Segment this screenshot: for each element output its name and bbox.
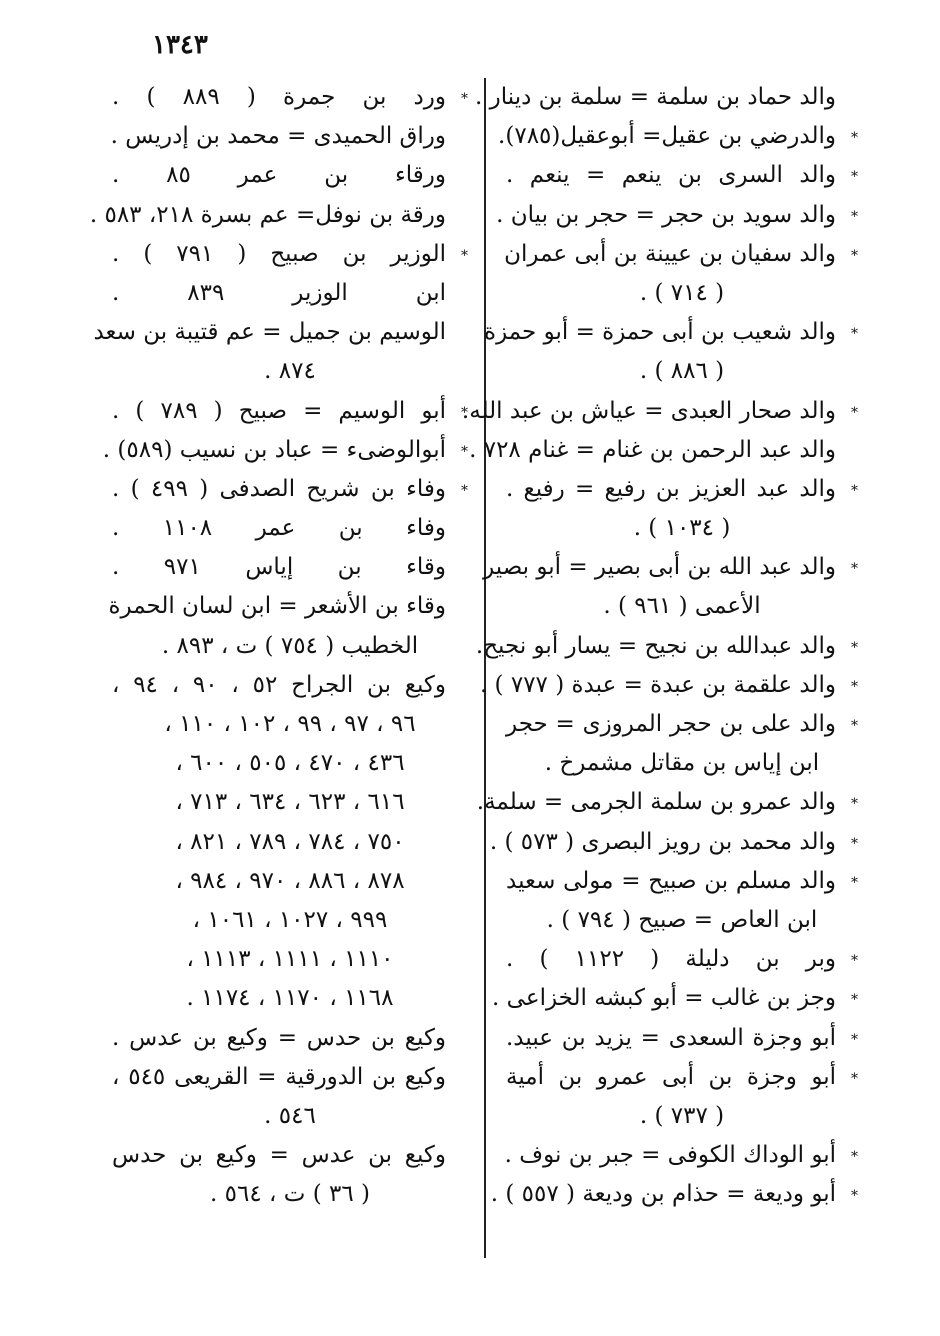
index-entry-continuation: الخطيب ( ٧٥٤ ) ت ، ٨٩٣ . — [161, 632, 419, 659]
index-entry: * والد علقمة بن عبدة = عبدة ( ٧٧٧ ) . — [506, 666, 858, 705]
index-entry: * والد السرى بن ينعم = ينعم . — [506, 156, 858, 195]
index-entry-line: ابن الوزير ٨٣٩ . — [112, 279, 446, 306]
index-entry: * والد سفيان بن عيينة بن أبى عمران — [506, 235, 858, 274]
index-entry-continuation: ٩٩٩ ، ١٠٢٧ ، ١٠٦١ ، — [192, 906, 388, 933]
index-entry-continuation: ( ٧٣٧ ) . — [639, 1102, 725, 1129]
index-entry-line: والد حماد بن سلمة = سلمة بن دينار . — [475, 84, 836, 110]
index-entry-line: ورقة بن نوفل= عم بسرة ٢١٨، ٥٨٣ . — [89, 201, 446, 228]
index-entry: * أبو الوسيم = صبيح ( ٧٨٩ ) . — [112, 392, 468, 431]
index-entry-continuation: ابن العاص = صبيح ( ٧٩٤ ) . — [546, 906, 818, 933]
index-entry-line: وكيع بن الجراح ٥٢ ، ٩٠ ، ٩٤ ، — [112, 671, 446, 698]
index-entry: * والدرضي بن عقيل= أبوعقيل(٧٨٥). — [506, 117, 858, 156]
index-entry: * أبوالوضىء = عباد بن نسيب (٥٨٩) . — [112, 431, 468, 470]
index-entry: * أبو وجزة السعدى = يزيد بن عبيد. — [506, 1019, 858, 1058]
index-entry-line: وكيع بن عدس = وكيع بن حدس — [112, 1142, 446, 1169]
index-entry-continuation: ٩٦ ، ٩٧ ، ٩٩ ، ١٠٢ ، ١١٠ ، — [164, 711, 416, 737]
index-entry-continuation: ٥٤٦ . — [264, 1102, 316, 1129]
index-entry: * وبر بن دليلة ( ١١٢٢ ) . — [506, 940, 858, 979]
index-entry: * والد عبدالله بن نجيح = يسار أبو نجيح. — [506, 627, 858, 666]
index-column-right — [461, 78, 858, 1214]
index-entry-line: الوسيم بن جميل = عم قتيبة بن سعد — [93, 319, 446, 346]
index-entry: * الوزير بن صبيح ( ٧٩١ ) . — [112, 235, 468, 274]
page-number: ١٣٤٣ — [152, 30, 208, 60]
index-entry-continuation: الأعمى ( ٩٦١ ) . — [603, 593, 761, 620]
index-entry: * أبو وجزة بن أبى عمرو بن أمية — [506, 1058, 858, 1097]
index-entry-line: وكيع بن حدس = وكيع بن عدس . — [112, 1024, 446, 1051]
index-entry-line: وفاء بن عمر ١١٠٨ . — [112, 515, 447, 542]
index-entry: * والد عبد العزيز بن رفيع = رفيع . — [506, 470, 858, 509]
index-entry: * أبو وديعة = حذام بن وديعة ( ٥٥٧ ) . — [506, 1175, 858, 1214]
index-entry-continuation: ( ٨٨٦ ) . — [639, 358, 725, 385]
index-entry-line: والد عبد الرحمن بن غنام = غنام ٧٢٨ . — [469, 436, 836, 463]
index-entry-continuation: ١١٦٨ ، ١١٧٠ ، ١١٧٤ . — [186, 985, 394, 1012]
index-entry-line: وراق الحميدى = محمد بن إدريس . — [110, 123, 446, 150]
index-entry: * والد مسلم بن صبيح = مولى سعيد — [506, 862, 858, 901]
index-entry-continuation: ( ٣٦ ) ت ، ٥٦٤ . — [210, 1181, 370, 1208]
index-entry: * والد سويد بن حجر = حجر بن بيان . — [506, 196, 858, 235]
index-entry: * ورد بن جمرة ( ٨٨٩ ) . — [112, 78, 468, 117]
index-entry-continuation: ٨٧٤ . — [264, 358, 316, 385]
index-entry-continuation: ( ١٠٣٤ ) . — [633, 515, 731, 542]
index-entry-line: وكيع بن الدورقية = القريعى ٥٤٥ ، — [112, 1063, 446, 1090]
index-entry: * والد عمرو بن سلمة الجرمى = سلمة. — [506, 783, 858, 822]
index-column-left — [89, 78, 468, 1214]
index-entry: * والد صحار العبدى = عياش بن عبد الله. — [506, 392, 858, 431]
index-entry: * والد عبد الله بن أبى بصير = أبو بصير — [506, 548, 858, 587]
index-entry-continuation: ( ٧١٤ ) . — [639, 279, 725, 306]
index-entry: * أبو الوداك الكوفى = جبر بن نوف . — [506, 1136, 858, 1175]
index-entry-continuation: ٧٥٠ ، ٧٨٤ ، ٧٨٩ ، ٨٢١ ، — [175, 828, 405, 855]
index-entry: * والد على بن حجر المروزى = حجر — [506, 705, 858, 744]
index-entry-line: وقاء بن الأشعر = ابن لسان الحمرة — [108, 593, 446, 620]
index-entry: * وجز بن غالب = أبو كبشه الخزاعى . — [506, 979, 858, 1018]
index-entry-continuation: ابن إياس بن مقاتل مشمرخ . — [544, 750, 820, 777]
index-entry-continuation: ١١١٠ ، ١١١١ ، ١١١٣ ، — [186, 946, 394, 973]
index-entry: * وفاء بن شريح الصدفى ( ٤٩٩ ) . — [112, 470, 468, 509]
index-entry: * والد شعيب بن أبى حمزة = أبو حمزة — [506, 313, 858, 352]
index-entry-continuation: ٤٣٦ ، ٤٧٠ ، ٥٠٥ ، ٦٠٠ ، — [175, 750, 405, 777]
index-entry-continuation: ٨٧٨ ، ٨٨٦ ، ٩٧٠ ، ٩٨٤ ، — [175, 867, 405, 894]
index-entry-line: وقاء بن إياس ٩٧١ . — [112, 554, 446, 581]
index-entry-continuation: ٦١٦ ، ٦٢٣ ، ٦٣٤ ، ٧١٣ ، — [175, 789, 405, 816]
index-entry-line: ورقاء بن عمر ٨٥ . — [112, 162, 446, 189]
index-entry: * والد محمد بن رويز البصرى ( ٥٧٣ ) . — [506, 823, 858, 862]
